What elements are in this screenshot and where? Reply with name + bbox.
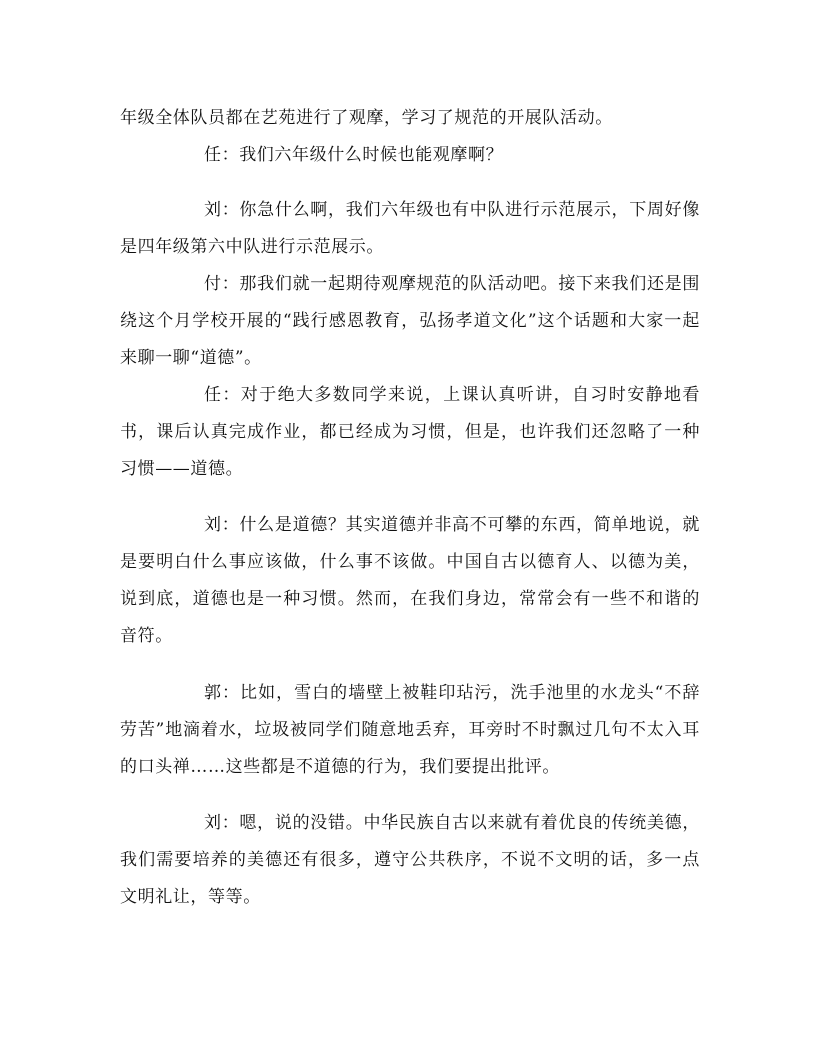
- paragraph-1: 年级全体队员都在艺苑进行了观摩，学习了规范的开展队活动。: [120, 108, 613, 128]
- paragraph-5: 任：对于绝大多数同学来说，上课认真听讲，自习时安静地看书，课后认真完成作业，都已经成为习惯，但是，也许我们还忽略了一种习惯——道德。: [120, 385, 700, 479]
- paragraph-8: 刘：嗯，说的没错。中华民族自古以来就有着优良的传统美德，我们需要培养的美德还有很多，遵守公共秩序，不说不文明的话，多一点文明礼让，等等。: [120, 813, 700, 907]
- paragraph-7: 郭：比如，雪白的墙壁上被鞋印玷污，洗手池里的水龙头“不辞劳苦”地滴着水，垃圾被同学们随意地丢弃，耳旁时不时飘过几句不太入耳的口头禅……这些都是不道德的行为，我们要提出批评。: [120, 683, 700, 777]
- paragraph-4: 付：那我们就一起期待观摩规范的队活动吧。接下来我们还是围绕这个月学校开展的“践行感恩教育，弘扬孝道文化”这个话题和大家一起来聊一聊“道德”。: [120, 274, 700, 368]
- paragraph-6: 刘：什么是道德？其实道德并非高不可攀的东西，简单地说，就是要明白什么事应该做，什么事不该做。中国自古以德育人、以德为美，说到底，道德也是一种习惯。然而，在我们身边，常常会有一些不和谐的音符。: [120, 515, 700, 646]
- paragraph-2: 任：我们六年级什么时候也能观摩啊？: [204, 145, 504, 165]
- paragraph-3: 刘：你急什么啊，我们六年级也有中队进行示范展示，下周好像是四年级第六中队进行示范展示。: [120, 200, 700, 257]
